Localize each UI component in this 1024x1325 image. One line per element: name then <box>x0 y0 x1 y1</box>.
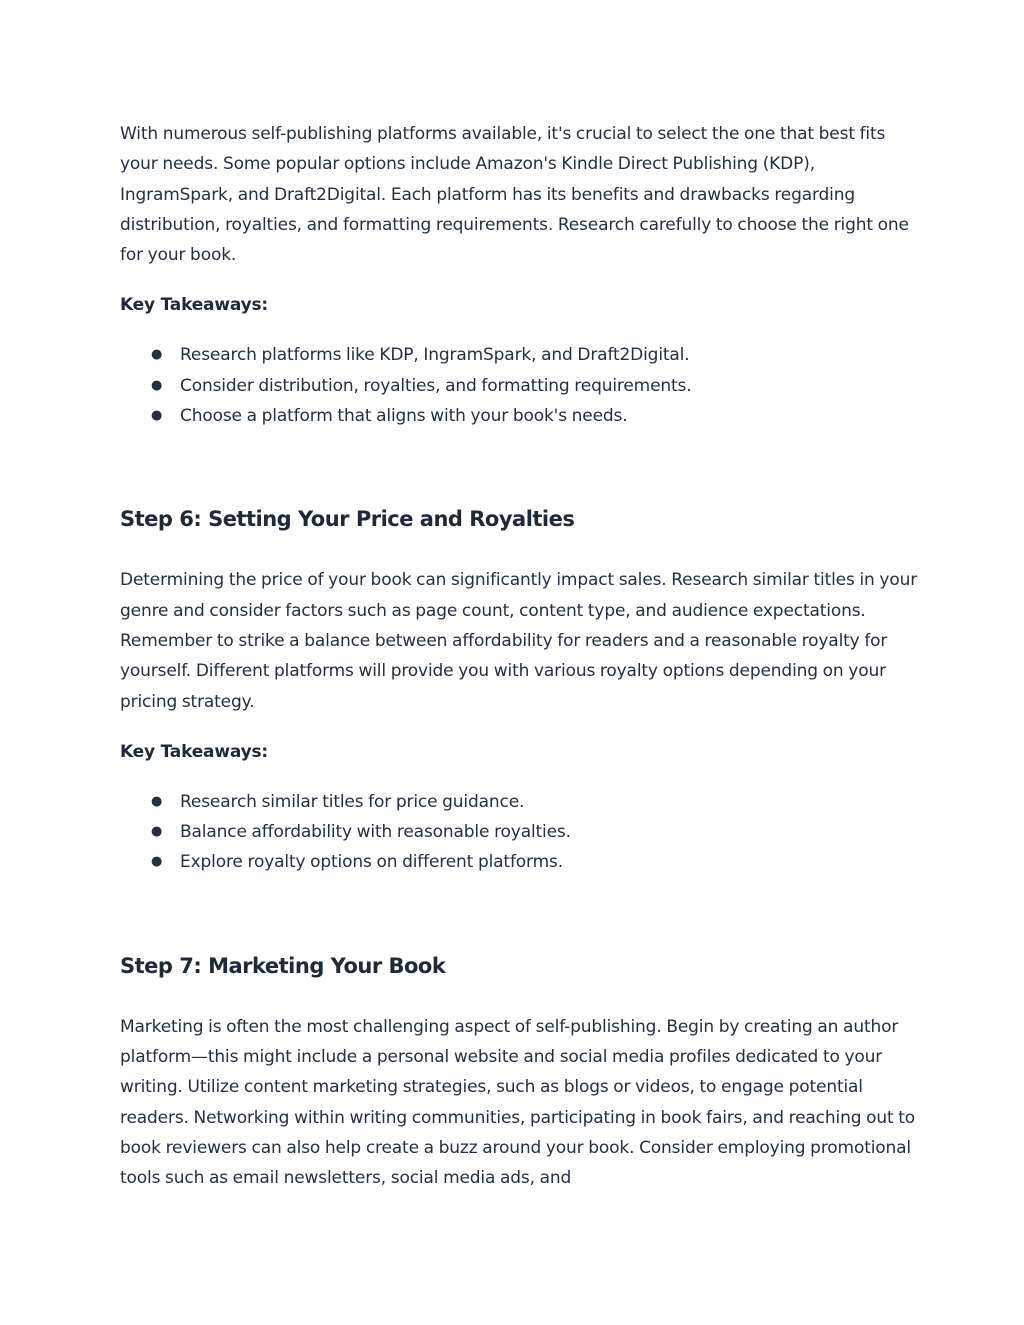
list-item-text: Research similar titles for price guidance. <box>180 791 525 812</box>
section5-paragraph: With numerous self-publishing platforms available, it's crucial to select the one that best fits your needs. Some popular options include Amazon's Kindle Direct Publishing (KDP), IngramSpark, and Draft2Digital. Each platform has its benefits and drawbacks regarding distribution, royalties, and formatting requirements. Research carefully to choose the right one for your book. <box>120 124 909 266</box>
list-item <box>120 817 920 847</box>
list-item-text: Explore royalty options on different platforms. <box>180 852 563 873</box>
section5-takeaways-label: Key Takeaways: <box>120 295 268 316</box>
list-item-text: Choose a platform that aligns with your book's needs. <box>180 406 628 427</box>
bullet-icon: ● <box>151 854 163 870</box>
section6-paragraph: Determining the price of your book can significantly impact sales. Research similar titles in your genre and consider factors such as page count, content type, and audience expectations. Remember to strike a balance between affordability for readers and a reasonable royalty for yourself. Different platforms will provide you with various royalty options depending on your pricing strategy. <box>120 570 918 712</box>
section6-takeaways-list <box>120 787 920 878</box>
bullet-icon: ● <box>151 793 163 809</box>
list-item-text: Research platforms like KDP, IngramSpark, and Draft2Digital. <box>180 345 690 366</box>
list-item <box>120 847 920 877</box>
section6-takeaways-label: Key Takeaways: <box>120 741 268 762</box>
document-page <box>120 119 920 1194</box>
list-item <box>120 340 920 370</box>
list-item-text: Balance affordability with reasonable royalties. <box>180 822 571 843</box>
list-item <box>120 371 920 401</box>
bullet-icon: ● <box>151 377 163 393</box>
section7-paragraph: Marketing is often the most challenging aspect of self-publishing. Begin by creating an author platform—this might include a personal website and social media profiles dedicated to your writing. Utilize content marketing strategies, such as blogs or videos, to engage potential readers. Networking within writing communities, participating in book fairs, and reaching out to book reviewers can also help create a buzz around your book. Consider employing promotional tools such as email newsletters, social media ads, and <box>120 1016 916 1189</box>
list-item <box>120 401 920 431</box>
section7-heading: Step 7: Marketing Your Book <box>120 953 446 978</box>
bullet-icon: ● <box>151 824 163 840</box>
bullet-icon: ● <box>151 408 163 424</box>
section5-takeaways-list <box>120 340 920 431</box>
section6-heading: Step 6: Setting Your Price and Royalties <box>120 507 575 532</box>
list-item <box>120 787 920 817</box>
list-item-text: Consider distribution, royalties, and formatting requirements. <box>180 375 692 396</box>
bullet-icon: ● <box>151 347 163 363</box>
